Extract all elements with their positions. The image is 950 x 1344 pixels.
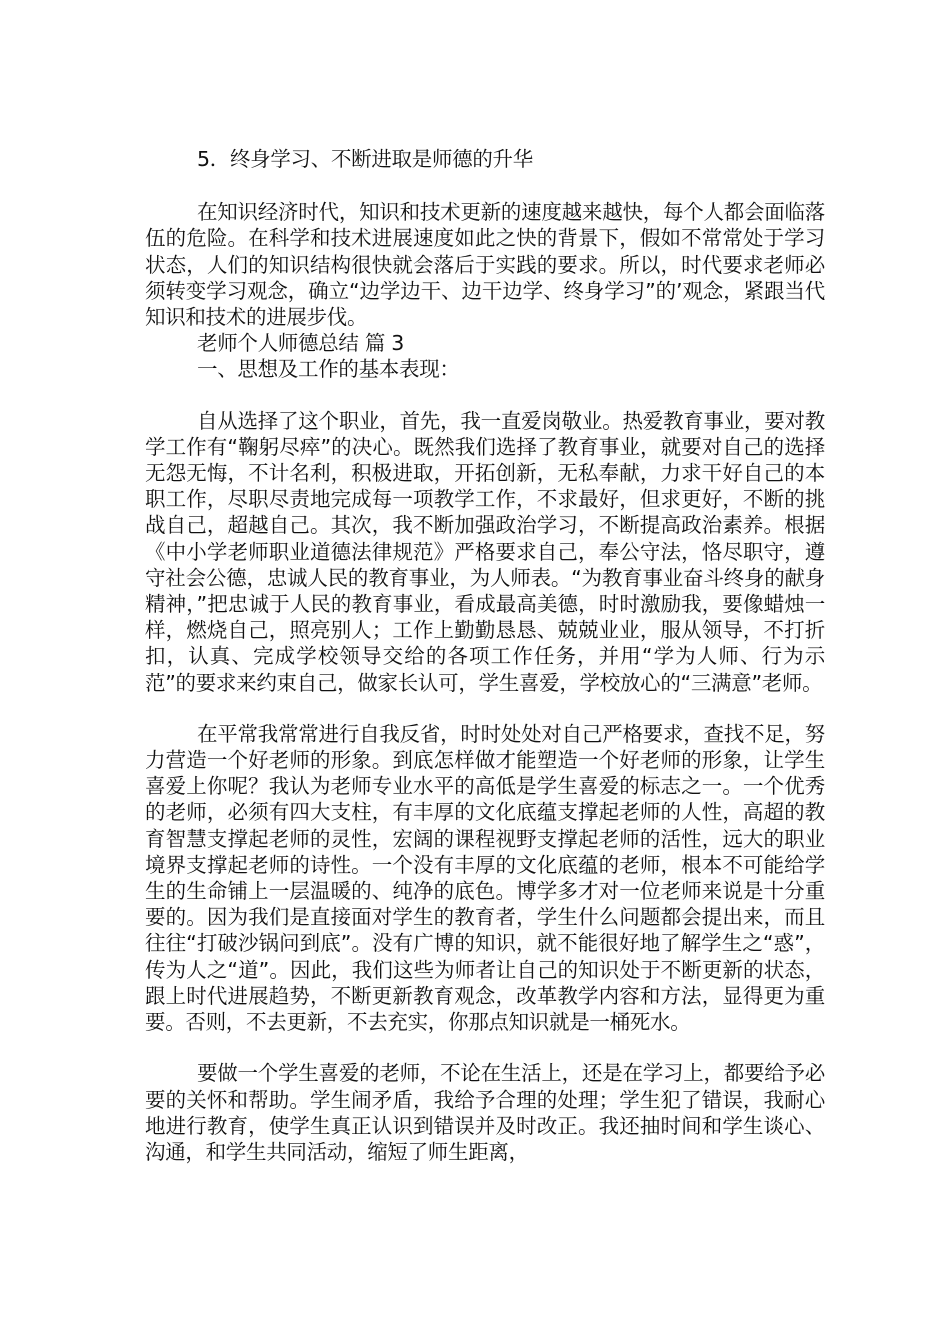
paragraph: 在平常我常常进行自我反省，时时处处对自己严格要求，查找不足，努力营造一个好老师的形象。到底怎样做才能塑造一个好老师的形象，让学生喜爱上你呢？我认为老师专业水平的高低是学生喜爱的标志之一。一个优秀的老师，必须有四大支柱，有丰厚的文化底蕴支撑起老师的人性，高超的教育智慧支撑起老师的灵性，宏阔的课程视野支撑起老师的活性，远大的职业境界支撑起老师的诗性。一个没有丰厚的文化底蕴的老师，根本不可能给学生的生命铺上一层温暖的、纯净的底色。博学多才对一位老师来说是十分重要的。因为我们是直接面对学生的教育者，学生什么问题都会提出来，而且往往“打破沙锅问到底”。没有广博的知识，就不能很好地了解学生之“惑”，传为人之“道”。因此，我们这些为师者让自己的知识处于不断更新的状态，跟上时代进展趋势，不断更新教育观念，改革教学内容和方法，显得更为重要。否则，不去更新，不去充实，你那点知识就是一桶死水。 [145, 721, 825, 1035]
document-body [145, 146, 825, 1165]
paragraph: 要做一个学生喜爱的老师，不论在生活上，还是在学习上，都要给予必要的关怀和帮助。学生闹矛盾，我给予合理的处理；学生犯了错误，我耐心地进行教育，使学生真正认识到错误并及时改正。我还抽时间和学生谈心、沟通，和学生共同活动，缩短了师生距离， [145, 1061, 825, 1164]
section-heading: 5．终身学习、不断进取是师德的升华 [197, 147, 533, 171]
subheading: 一、思想及工作的基本表现： [197, 357, 460, 382]
paragraph: 自从选择了这个职业，首先，我一直爱岗敬业。热爱教育事业，要对教学工作有“鞠躬尽瘁”的决心。既然我们选择了教育事业，就要对自己的选择无怨无悔，不计名利，积极进取，开拓创新，无私奉献，力求干好自己的本职工作，尽职尽责地完成每一项教学工作，不求最好，但求更好，不断的挑战自己，超越自己。其次，我不断加强政治学习，不断提高政治素养。根据《中小学老师职业道德法律规范》严格要求自己，奉公守法，恪尽职守，遵守社会公德，忠诚人民的教育事业，为人师表。“为教育事业奋斗终身的献身精神，”把忠诚于人民的教育事业，看成最高美德，时时激励我，要像蜡烛一样，燃烧自己，照亮别人；工作上勤勤恳恳、兢兢业业，服从领导，不打折扣，认真、完成学校领导交给的各项工作任务，并用“学为人师、行为示范”的要求来约束自己，做家长认可，学生喜爱，学校放心的“三满意”老师。 [145, 408, 825, 695]
section-title: 老师个人师德总结 篇 3 [197, 331, 404, 356]
paragraph: 在知识经济时代，知识和技术更新的速度越来越快，每个人都会面临落伍的危险。在科学和技术进展速度如此之快的背景下，假如不常常处于学习状态，人们的知识结构很快就会落后于实践的要求。所以，时代要求老师必须转变学习观念，确立“边学边干、边干边学、终身学习”的’观念，紧跟当代知识和技术的进展步伐。 [145, 200, 825, 330]
